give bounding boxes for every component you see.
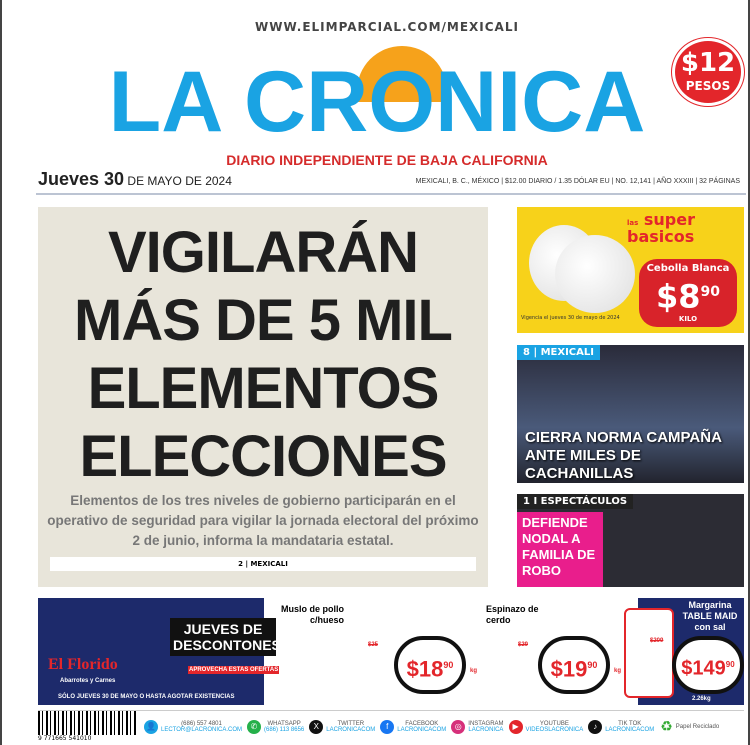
- contact-whatsapp[interactable]: ✆ WHATSAPP (686) 113 8656: [247, 720, 304, 734]
- youtube-icon: ▶: [509, 720, 523, 734]
- x-twitter-icon: X: [309, 720, 323, 734]
- price-espinazo: $\$19^{90}$: [538, 636, 610, 694]
- site-url: WWW.ELIMPARCIAL.COM/MEXICALI: [255, 20, 519, 34]
- issue-date: Jueves 30 DE MAYO DE 2024: [38, 169, 232, 189]
- divider: [36, 193, 746, 195]
- brand-logo: las super basicos: [627, 210, 695, 246]
- tiktok-icon: ♪: [588, 720, 602, 734]
- price-muslo: $\$18^{90}$: [394, 636, 466, 694]
- facebook-icon: f: [380, 720, 394, 734]
- lead-section: 2 | MEXICALI: [50, 557, 476, 571]
- footer: [38, 710, 744, 742]
- user-icon: 👤: [144, 720, 158, 734]
- onion-image: [555, 235, 635, 313]
- instagram-icon: ◎: [451, 720, 465, 734]
- contact-instagram[interactable]: ◎ INSTAGRAM LACRONICA: [451, 720, 503, 734]
- contact-facebook[interactable]: f FACEBOOK LACRONICACOM: [380, 720, 446, 734]
- recycle-icon: ♻: [660, 718, 673, 734]
- lead-summary: Elementos de los tres niveles de gobierno participarán en el operativo de seguridad para vigilar la jornada electoral del próximo 2 de junio, informa la mandataria estatal.: [47, 493, 479, 548]
- price-margarina: $\$149^{90}$: [672, 636, 744, 694]
- contact-youtube[interactable]: ▶ YOUTUBE VIDEOSLACRONICA: [509, 720, 584, 734]
- story-norma[interactable]: 8 | MEXICALI CIERRA NORMA CAMPAÑA ANTE MILES DE CACHANILLAS: [517, 345, 744, 483]
- barcode: 9 771665 541010: [38, 711, 138, 742]
- margarine-tub: [624, 608, 674, 698]
- tagline: DIARIO INDEPENDIENTE DE BAJA CALIFORNIA: [226, 152, 548, 168]
- story-nodal[interactable]: 1 I ESPECTÁCULOS DEFIENDE NODAL A FAMILIA DE ROBO: [517, 494, 744, 587]
- onion-ad[interactable]: [517, 207, 744, 333]
- florido-ad[interactable]: El Florido Abarrotes y Carnes JUEVES DE DESCONTONES APROVECHA ESTAS OFERTAS SÓLO JUEVES 30 DE MAYO O HASTA AGOTAR EXISTENCIAS Muslo de pollo c/hueso $25 $\$18^{90}$ kg Espinazo de cerdo $29 $\$19^{90}$ kg Margarina TABLE MAID con sal $209 $\$149^{90}$ 2.26kg: [38, 598, 744, 705]
- lead-headline: VIGILARÁN MÁS DE 5 MIL ELEMENTOS ELECCIONES: [74, 220, 452, 489]
- logo: LA CRONICA: [87, 52, 667, 152]
- lead-story[interactable]: [38, 207, 488, 587]
- recycled-paper: ♻ Papel Reciclado: [660, 718, 720, 734]
- validity-note: Vigencia el jueves 30 de mayo de 2024: [521, 315, 620, 321]
- contact-user[interactable]: 👤 (686) 557 4801 LECTOR@LACRONICA.COM: [144, 720, 242, 734]
- whatsapp-icon: ✆: [247, 720, 261, 734]
- issue-meta: MEXICALI, B. C., MÉXICO | $12.00 DIARIO / 1.35 DÓLAR EU | NO. 12,141 | AÑO XXXIII | 32 PÁGINAS: [415, 178, 740, 185]
- contact-tiktok[interactable]: ♪ TIK TOK LACRONICACOM: [588, 720, 654, 734]
- contact-x-twitter[interactable]: X TWITTER LACRONICACOM: [309, 720, 375, 734]
- price-badge: $12 PESOS: [672, 38, 744, 106]
- price-tag: Cebolla Blanca $\$8^{90}$ KILO: [639, 259, 737, 327]
